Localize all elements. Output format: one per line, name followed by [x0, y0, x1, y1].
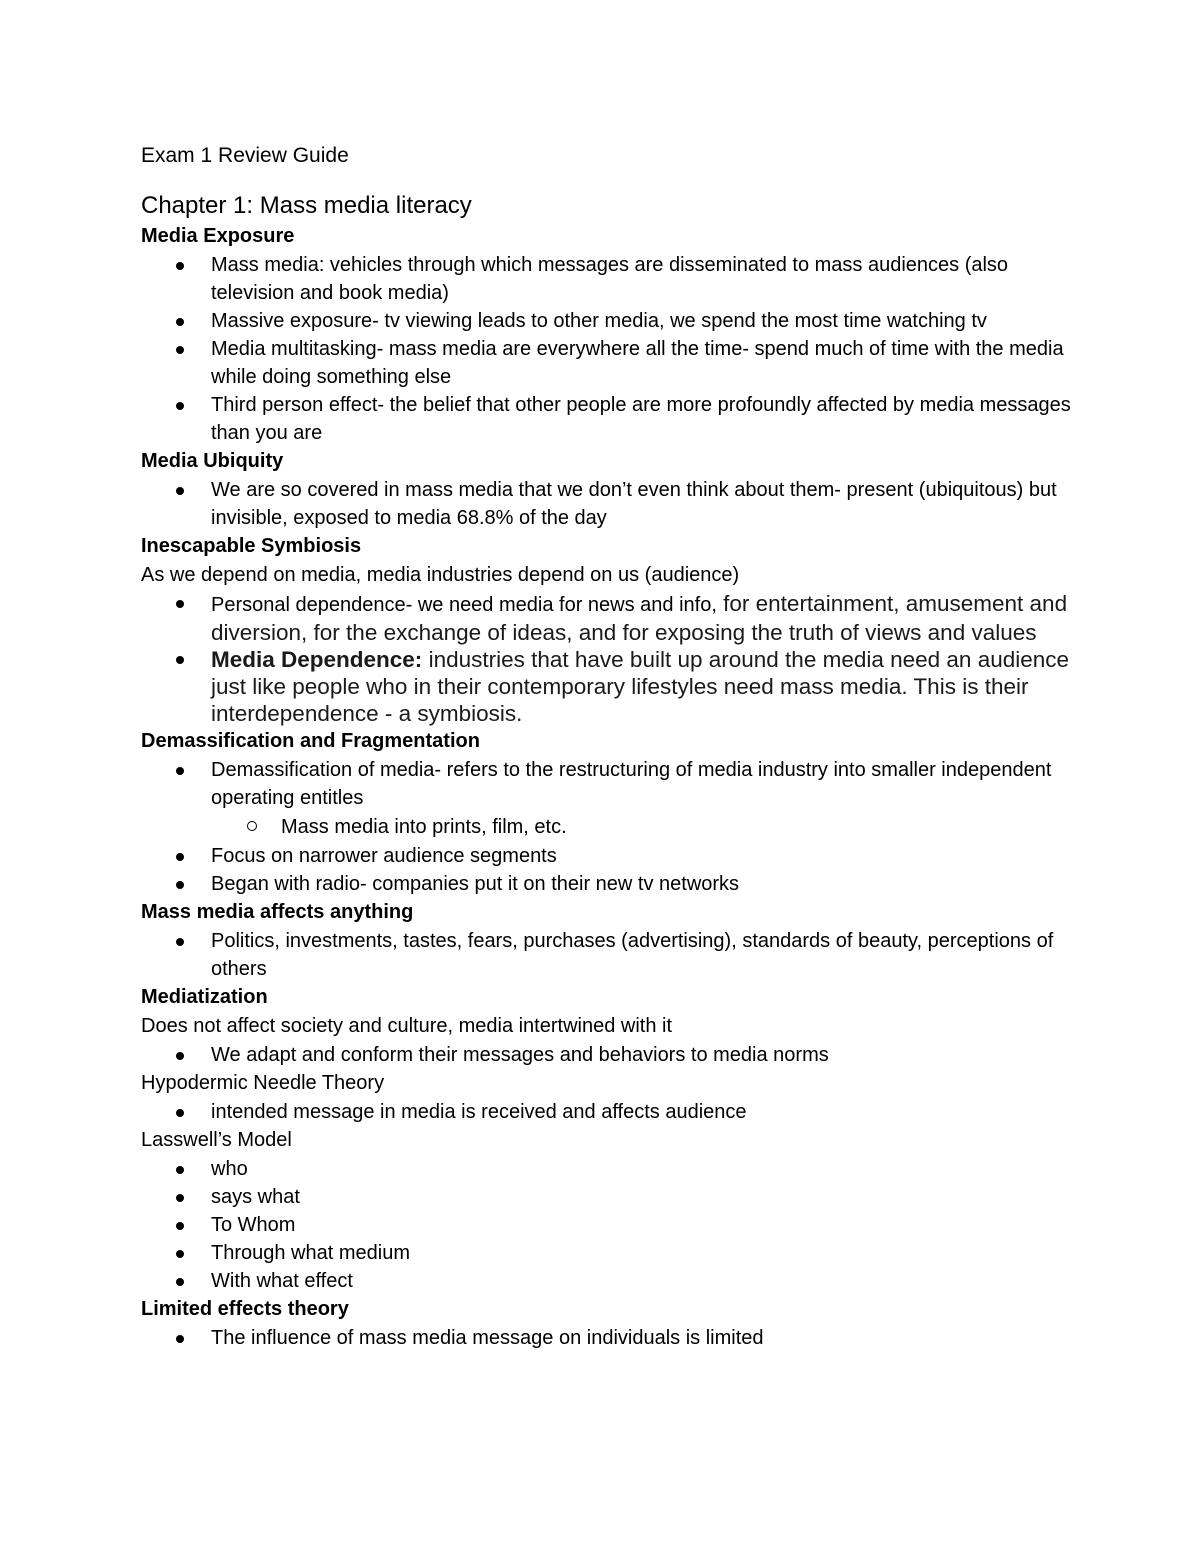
list-item: Personal dependence- we need media for news and info, for entertainment, amusement and diversion, for the exchange of ideas, and for exposing the truth of views and values [141, 590, 1071, 646]
list-item: We are so covered in mass media that we don’t even think about them- present (ubiquitous) but invisible, exposed to media 68.8% of the day [141, 476, 1071, 532]
bullet-icon [176, 1222, 184, 1230]
bullet-icon [176, 1166, 184, 1174]
bullet-icon [176, 1278, 184, 1286]
bullet-icon [176, 881, 184, 889]
list-item: With what effect [141, 1267, 1071, 1295]
media-ubiquity-list [141, 476, 1071, 532]
list-item: We adapt and conform their messages and behaviors to media norms [141, 1041, 1071, 1069]
section-heading-demassification: Demassification and Fragmentation [141, 730, 480, 752]
bullet-icon [176, 1250, 184, 1258]
bullet-icon [176, 318, 184, 326]
bullet-icon [176, 938, 184, 946]
list-item: The influence of mass media message on individuals is limited [141, 1324, 1071, 1352]
list-item: Politics, investments, tastes, fears, purchases (advertising), standards of beauty, perceptions of others [141, 927, 1071, 983]
section-heading-lasswell: Lasswell’s Model [141, 1129, 292, 1151]
lasswell-list [141, 1155, 1071, 1295]
list-item: intended message in media is received and affects audience [141, 1098, 1071, 1126]
list-item: Massive exposure- tv viewing leads to other media, we spend the most time watching tv [141, 307, 1071, 335]
limited-effects-list [141, 1324, 1071, 1352]
document-body [141, 142, 1071, 1352]
symbiosis-list [141, 590, 1071, 727]
bullet-icon [176, 346, 184, 354]
bullet-icon [176, 1335, 184, 1343]
list-item: Media Dependence: industries that have built up around the media need an audience just like people who in their contemporary lifestyles need mass media. This is their interdependence - a symbiosis. [141, 646, 1071, 727]
affects-anything-list [141, 927, 1071, 983]
section-heading-mediatization: Mediatization [141, 986, 268, 1008]
list-item: Mass media: vehicles through which messages are disseminated to mass audiences (also television and book media) [141, 251, 1071, 307]
list-item: says what [141, 1183, 1071, 1211]
media-exposure-list [141, 251, 1071, 447]
bullet-icon [176, 656, 184, 664]
bullet-icon [176, 262, 184, 270]
list-item: Through what medium [141, 1239, 1071, 1267]
list-item: Media multitasking- mass media are everywhere all the time- spend much of time with the media while doing something else [141, 335, 1071, 391]
symbiosis-intro: As we depend on media, media industries depend on us (audience) [141, 564, 740, 586]
demassification-list-continued [141, 842, 1071, 898]
document-title: Exam 1 Review Guide [141, 144, 349, 167]
bullet-icon [176, 402, 184, 410]
list-item: Began with radio- companies put it on their new tv networks [141, 870, 1071, 898]
bullet-icon [176, 853, 184, 861]
bullet-icon [176, 1052, 184, 1060]
sub-list-item: Mass media into prints, film, etc. [141, 812, 1071, 842]
bullet-icon [176, 1194, 184, 1202]
section-heading-media-exposure: Media Exposure [141, 225, 295, 247]
bullet-icon [176, 487, 184, 495]
section-heading-hypodermic: Hypodermic Needle Theory [141, 1072, 385, 1094]
section-heading-limited-effects: Limited effects theory [141, 1298, 349, 1320]
bullet-icon [176, 1109, 184, 1117]
term-media-dependence: Media Dependence: [211, 647, 423, 672]
section-heading-inescapable-symbiosis: Inescapable Symbiosis [141, 535, 362, 557]
demassification-list [141, 756, 1071, 812]
circle-bullet-icon [247, 821, 257, 831]
mediatization-intro: Does not affect society and culture, media intertwined with it [141, 1015, 673, 1037]
list-item: Focus on narrower audience segments [141, 842, 1071, 870]
section-heading-media-ubiquity: Media Ubiquity [141, 450, 284, 472]
demassification-sublist [141, 812, 1071, 842]
list-item: To Whom [141, 1211, 1071, 1239]
list-item: Third person effect- the belief that other people are more profoundly affected by media messages than you are [141, 391, 1071, 447]
list-item: who [141, 1155, 1071, 1183]
bullet-icon [176, 767, 184, 775]
list-item: Demassification of media- refers to the restructuring of media industry into smaller independent operating entitles [141, 756, 1071, 812]
bullet-icon [176, 600, 184, 608]
chapter-title: Chapter 1: Mass media literacy [141, 192, 472, 219]
hypodermic-list [141, 1098, 1071, 1126]
section-heading-affects-anything: Mass media affects anything [141, 901, 414, 923]
mediatization-list [141, 1041, 1071, 1069]
